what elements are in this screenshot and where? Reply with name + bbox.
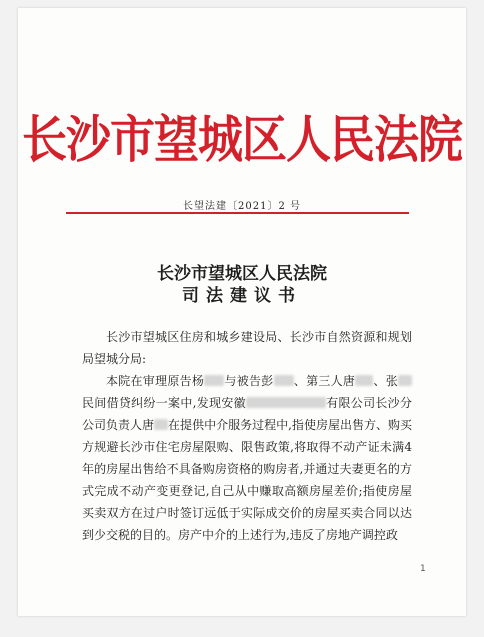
document-title-court: 长沙市望城区人民法院 — [157, 264, 327, 284]
body-paragraph — [82, 370, 412, 546]
document-title-type: 司法建议书 — [182, 286, 302, 306]
body-text-segment: 在提供中介服务过程中,指使房屋出售方、购买方规避长沙市住宅房屋限购、限售政策,将取得不动产证未满4年的房屋出售给不具备购房资格的购房者,并通过夫妻更名的方式完成不动产变更登记,自己从中赚取高额房屋差价;指使房屋买卖双方在过户时签订远低于实际成交价的房屋买卖合同以达到少交税的目的。房产中介的上述行为,违反了房地产调控政 — [82, 418, 412, 542]
redacted-company-name — [246, 397, 326, 408]
body-text-segment: 、第三人唐 — [293, 374, 356, 388]
addressee-paragraph: 长沙市望城区住房和城乡建设局、长沙市自然资源和规划局望城分局: — [82, 330, 412, 366]
body-text-segment: 民间借贷纠纷一案中,发现安徽 — [82, 396, 246, 410]
redacted-name — [154, 419, 168, 430]
redacted-name — [355, 375, 373, 386]
page-number: 1 — [420, 564, 426, 574]
body-text-segment: 、张 — [373, 374, 398, 388]
document-page — [18, 8, 466, 616]
body-text-segment: 本院在审理原告杨 — [106, 374, 205, 388]
body-text-segment: 有限公司长沙分公司负责人唐 — [82, 396, 412, 432]
red-divider-line — [66, 212, 409, 214]
redacted-name — [398, 375, 412, 386]
redacted-name — [204, 375, 224, 386]
redacted-name — [274, 375, 294, 386]
court-red-header: 长沙市望城区人民法院 — [21, 110, 462, 170]
document-number: 长望法建〔2021〕2 号 — [183, 201, 301, 212]
body-text-segment: 与被告彭 — [224, 374, 274, 388]
document-body — [82, 326, 412, 546]
